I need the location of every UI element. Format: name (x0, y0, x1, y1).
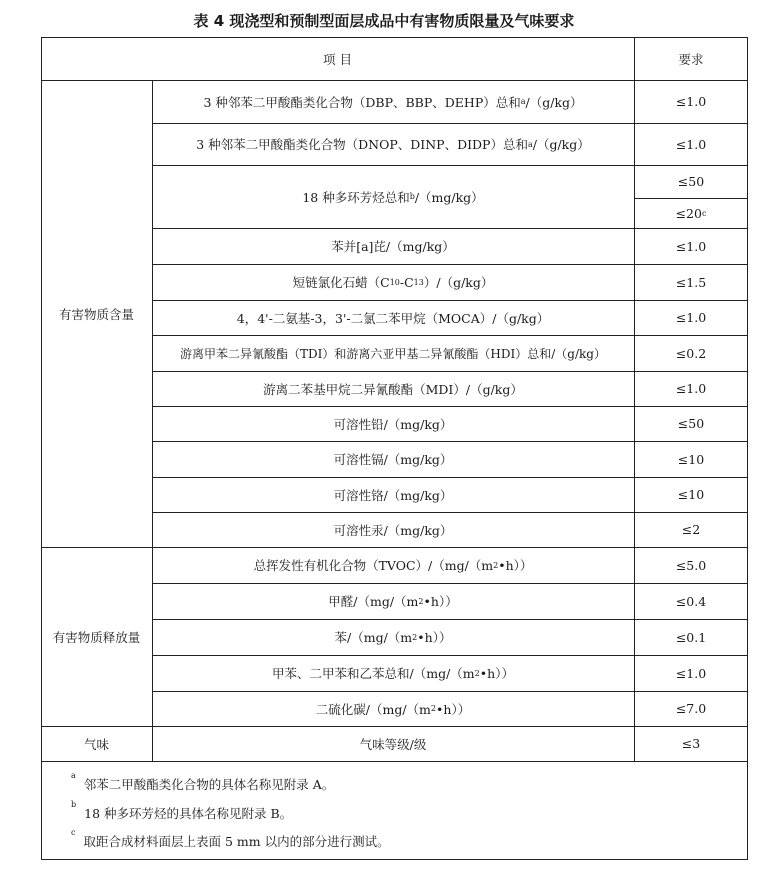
header-requirement: 要求 (678, 51, 704, 67)
row-item: 气味等级/级 (359, 736, 427, 752)
row-item: 4，4'-二氨基-3，3'-二氯二苯甲烷（MOCA）/（g/kg） (236, 310, 550, 326)
row-item: 3 种邻苯二甲酸酯类化合物（DNOP、DINP、DIDP）总和 a /（g/kg） (196, 137, 590, 152)
row-item: 游离甲苯二异氰酸酯（TDI）和游离六亚甲基二异氰酸酯（HDI）总和/（g/kg） (180, 346, 606, 361)
group-harmful-content: 有害物质含量 (58, 306, 134, 322)
row-value: ≤50 (677, 416, 705, 431)
row-item: 游离二苯基甲烷二异氰酸酯（MDI）/（g/kg） (263, 381, 523, 397)
row-value: ≤1.0 (675, 310, 707, 325)
row-item: 短链氯化石蜡（C 10 -C 13 ）/（g/kg） (292, 274, 494, 290)
row-value: ≤1.0 (675, 238, 707, 254)
row-item: 可溶性镉/（mg/kg） (333, 452, 453, 467)
row-value: ≤50 (677, 174, 705, 189)
row-value: ≤10 (677, 487, 705, 502)
row-item: 二硫化碳/（mg/（m 2 •h）） (315, 701, 471, 717)
row-value: ≤1.0 (675, 665, 707, 681)
footnote-b: $^b$18 种多环芳烃的具体名称见附录 B。 (71, 799, 293, 821)
row-value: ≤2 (681, 522, 701, 537)
row-item: 3 种邻苯二甲酸酯类化合物（DBP、BBP、DEHP）总和 a /（g/kg） (203, 94, 583, 110)
row-value-surface: ≤20 c (675, 205, 707, 221)
header-item: 项 目 (323, 51, 352, 67)
footnote-a: $^a$邻苯二甲酸酯类化合物的具体名称见附录 A。 (71, 770, 335, 792)
row-value: ≤7.0 (675, 701, 707, 716)
group-harmful-release: 有害物质释放量 (52, 629, 141, 645)
row-value: ≤0.4 (675, 593, 707, 609)
row-item: 可溶性铬/（mg/kg） (333, 487, 453, 503)
row-item: 可溶性铅/（mg/kg） (333, 416, 453, 432)
row-value: ≤3 (681, 736, 701, 751)
row-value: ≤1.0 (675, 94, 707, 109)
row-value: ≤0.1 (675, 629, 707, 645)
row-item: 甲醛/（mg/（m 2 •h）） (328, 594, 458, 609)
row-value: ≤1.0 (675, 136, 707, 152)
table-title: 表 4 现浇型和预制型面层成品中有害物质限量及气味要求 (193, 12, 575, 30)
group-odor: 气味 (83, 736, 109, 752)
row-value: ≤1.5 (675, 274, 707, 290)
footnote-c: $^c$取距合成材料面层上表面 5 mm 以内的部分进行测试。 (71, 827, 390, 849)
row-item: 总挥发性有机化合物（TVOC）/（mg/（m 2 •h）） (253, 558, 533, 573)
row-item: 苯并[a]芘/（mg/kg） (331, 239, 455, 254)
row-item: 18 种多环芳烃总和 b /（mg/kg） (302, 189, 484, 205)
row-item: 可溶性汞/（mg/kg） (333, 522, 453, 538)
row-value: ≤1.0 (675, 381, 707, 396)
row-item: 甲苯、二甲苯和乙苯总和/（mg/（m 2 •h）） (272, 666, 514, 681)
row-value: ≤10 (677, 451, 705, 467)
row-value: ≤5.0 (675, 557, 707, 573)
row-item: 苯/（mg/（m 2 •h）） (334, 630, 452, 645)
row-value: ≤0.2 (675, 345, 707, 361)
